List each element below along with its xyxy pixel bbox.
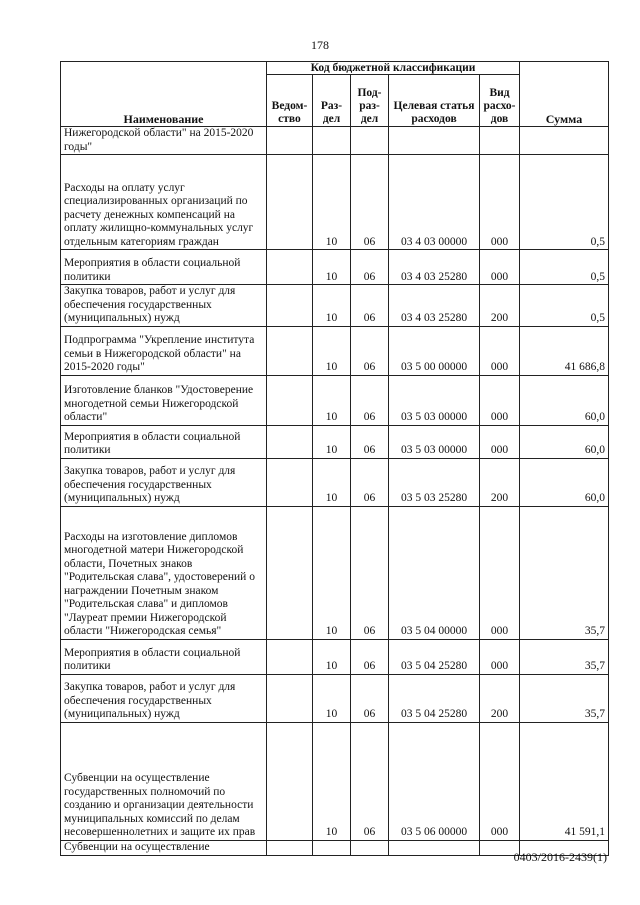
row-vedomstvo (267, 155, 313, 250)
row-podrazdel: 06 (351, 155, 389, 250)
row-vedomstvo (267, 127, 313, 155)
row-podrazdel: 06 (351, 326, 389, 375)
row-vedomstvo (267, 722, 313, 840)
row-podrazdel: 06 (351, 375, 389, 425)
row-celevaya-statya: 03 5 04 00000 (389, 506, 480, 639)
row-razdel: 10 (313, 674, 351, 722)
row-vid-rashodov: 000 (480, 425, 520, 458)
row-vid-rashodov: 000 (480, 722, 520, 840)
row-razdel: 10 (313, 326, 351, 375)
row-podrazdel: 06 (351, 458, 389, 506)
row-name: Закупка товаров, работ и услуг для обеспечения государственных (муниципальных) нужд (61, 458, 267, 506)
row-vedomstvo (267, 326, 313, 375)
row-vedomstvo (267, 425, 313, 458)
row-sum (520, 127, 609, 155)
row-celevaya-statya: 03 5 03 25280 (389, 458, 480, 506)
row-razdel: 10 (313, 722, 351, 840)
row-name: Мероприятия в области социальной политики (61, 250, 267, 285)
table-row (61, 506, 609, 639)
table-row (61, 425, 609, 458)
row-vedomstvo (267, 375, 313, 425)
header-podrazdel: Под-раз-дел (351, 75, 389, 127)
row-sum: 60,0 (520, 425, 609, 458)
table-row (61, 375, 609, 425)
row-vid-rashodov: 000 (480, 639, 520, 674)
row-vid-rashodov: 200 (480, 674, 520, 722)
row-name: Подпрограмма "Укрепление института семьи в Нижегородской области" на 2015-2020 годы" (61, 326, 267, 375)
row-sum: 35,7 (520, 506, 609, 639)
table-row (61, 639, 609, 674)
row-vedomstvo (267, 250, 313, 285)
header-razdel: Раз-дел (313, 75, 351, 127)
row-sum: 0,5 (520, 285, 609, 327)
row-name: Мероприятия в области социальной политики (61, 425, 267, 458)
row-name: Расходы на изготовление дипломов многодетной матери Нижегородской области, Почетных знаков "Родительская слава", удостоверений о награждении Почетным знаком "Родительская слава" и дипломов "Лауреат премии Нижегородской области "Нижегородская семья" (61, 506, 267, 639)
row-celevaya-statya: 03 5 04 25280 (389, 674, 480, 722)
header-celevaya-statya: Целевая статья расходов (389, 75, 480, 127)
table-row (61, 326, 609, 375)
budget-table (60, 61, 609, 856)
document-code: 0403/2016-2439(1) (513, 850, 607, 864)
row-razdel: 10 (313, 155, 351, 250)
row-celevaya-statya: 03 4 03 00000 (389, 155, 480, 250)
row-celevaya-statya (389, 840, 480, 855)
row-name: Субвенции на осуществление (61, 840, 267, 855)
row-vid-rashodov: 200 (480, 285, 520, 327)
row-vedomstvo (267, 639, 313, 674)
row-name: Мероприятия в области социальной политики (61, 639, 267, 674)
row-razdel (313, 127, 351, 155)
row-sum: 60,0 (520, 375, 609, 425)
row-podrazdel (351, 840, 389, 855)
header-vid-rashodov: Вид расхо-дов (480, 75, 520, 127)
row-razdel (313, 840, 351, 855)
row-vedomstvo (267, 840, 313, 855)
row-podrazdel: 06 (351, 250, 389, 285)
row-vid-rashodov: 000 (480, 155, 520, 250)
row-celevaya-statya: 03 5 03 00000 (389, 375, 480, 425)
row-vedomstvo (267, 285, 313, 327)
row-name: Нижегородской области" на 2015-2020 годы" (61, 127, 267, 155)
row-razdel: 10 (313, 639, 351, 674)
row-sum: 41 591,1 (520, 722, 609, 840)
table-row (61, 285, 609, 327)
table-row (61, 250, 609, 285)
row-razdel: 10 (313, 285, 351, 327)
row-name: Изготовление бланков "Удостоверение многодетной семьи Нижегородской области" (61, 375, 267, 425)
row-sum: 41 686,8 (520, 326, 609, 375)
row-sum: 35,7 (520, 674, 609, 722)
header-budget-code-group: Код бюджетной классификации (267, 62, 520, 75)
row-podrazdel: 06 (351, 722, 389, 840)
header-vedomstvo: Ведом-ство (267, 75, 313, 127)
row-podrazdel: 06 (351, 285, 389, 327)
row-podrazdel: 06 (351, 674, 389, 722)
row-celevaya-statya (389, 127, 480, 155)
table-row (61, 127, 609, 155)
header-name: Наименование (61, 62, 267, 127)
table-row (61, 674, 609, 722)
row-razdel: 10 (313, 506, 351, 639)
row-razdel: 10 (313, 458, 351, 506)
table-row (61, 458, 609, 506)
table-row (61, 722, 609, 840)
row-vedomstvo (267, 506, 313, 639)
row-vid-rashodov: 000 (480, 250, 520, 285)
table-row (61, 155, 609, 250)
row-name: Закупка товаров, работ и услуг для обеспечения государственных (муниципальных) нужд (61, 285, 267, 327)
row-celevaya-statya: 03 5 03 00000 (389, 425, 480, 458)
row-razdel: 10 (313, 250, 351, 285)
row-vid-rashodov: 000 (480, 375, 520, 425)
row-vid-rashodov: 200 (480, 458, 520, 506)
row-podrazdel: 06 (351, 639, 389, 674)
row-sum: 35,7 (520, 639, 609, 674)
row-podrazdel (351, 127, 389, 155)
row-razdel: 10 (313, 375, 351, 425)
table-body (61, 127, 609, 856)
row-vedomstvo (267, 674, 313, 722)
row-vedomstvo (267, 458, 313, 506)
row-sum: 0,5 (520, 250, 609, 285)
row-sum: 60,0 (520, 458, 609, 506)
header-sum: Сумма (520, 62, 609, 127)
row-celevaya-statya: 03 5 06 00000 (389, 722, 480, 840)
row-name: Расходы на оплату услуг специализированных организаций по расчету денежных компенсаций на оплату жилищно-коммунальных услуг отдельным категориям граждан (61, 155, 267, 250)
row-vid-rashodov: 000 (480, 506, 520, 639)
row-celevaya-statya: 03 5 00 00000 (389, 326, 480, 375)
row-name: Закупка товаров, работ и услуг для обеспечения государственных (муниципальных) нужд (61, 674, 267, 722)
row-razdel: 10 (313, 425, 351, 458)
page-number: 178 (311, 38, 329, 52)
row-podrazdel: 06 (351, 425, 389, 458)
row-vid-rashodov: 000 (480, 326, 520, 375)
row-name: Субвенции на осуществление государственных полномочий по созданию и организации деятельности муниципальных комиссий по делам несовершеннолетних и защите их прав (61, 722, 267, 840)
row-sum: 0,5 (520, 155, 609, 250)
row-celevaya-statya: 03 4 03 25280 (389, 250, 480, 285)
row-vid-rashodov (480, 127, 520, 155)
row-celevaya-statya: 03 5 04 25280 (389, 639, 480, 674)
row-podrazdel: 06 (351, 506, 389, 639)
row-celevaya-statya: 03 4 03 25280 (389, 285, 480, 327)
